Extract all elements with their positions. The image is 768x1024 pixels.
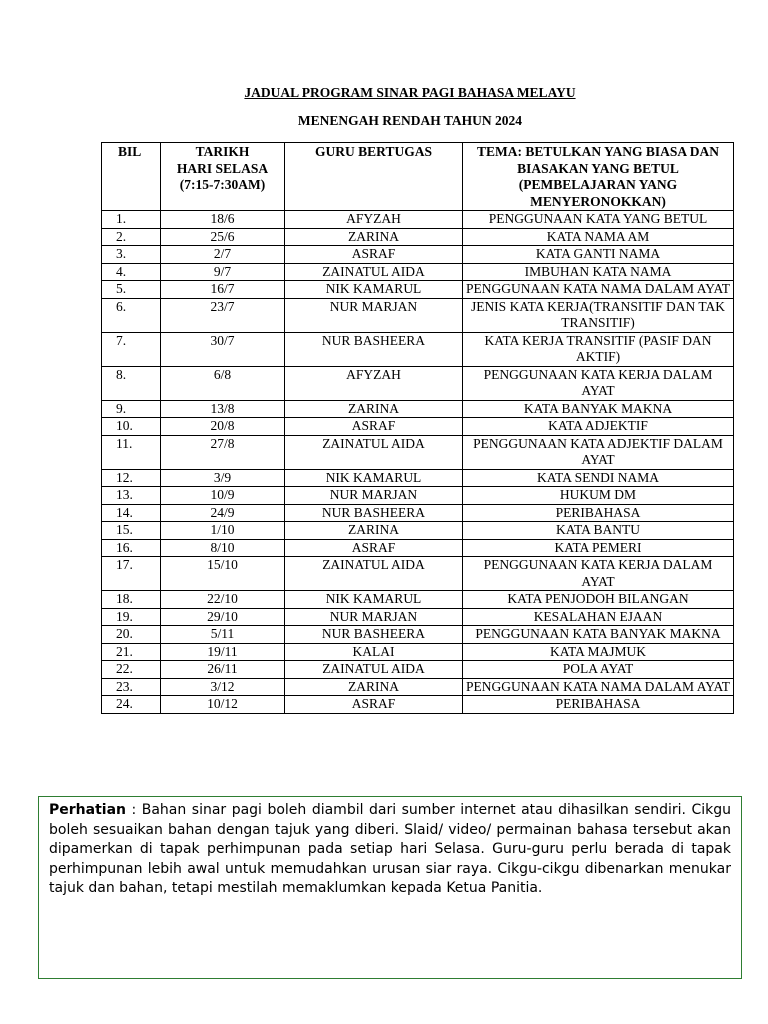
cell-tema: PERIBAHASA [463,696,734,714]
cell-tema: IMBUHAN KATA NAMA [463,263,734,281]
cell-guru: NUR BASHEERA [285,504,463,522]
cell-tarikh: 8/10 [161,539,285,557]
cell-bil: 2. [102,228,161,246]
cell-bil: 16. [102,539,161,557]
table-row [102,626,734,644]
cell-tarikh: 10/12 [161,696,285,714]
cell-guru: NUR BASHEERA [285,626,463,644]
cell-tarikh: 16/7 [161,281,285,299]
cell-tema: PENGGUNAAN KATA ADJEKTIF DALAM AYAT [463,435,734,469]
cell-bil: 12. [102,469,161,487]
table-row [102,400,734,418]
notice-box [38,796,742,979]
cell-guru: KALAI [285,643,463,661]
table-row [102,504,734,522]
cell-tarikh: 5/11 [161,626,285,644]
cell-bil: 1. [102,211,161,229]
cell-bil: 3. [102,246,161,264]
cell-tema: PENGGUNAAN KATA NAMA DALAM AYAT [463,281,734,299]
cell-tarikh: 3/9 [161,469,285,487]
cell-tema: PENGGUNAAN KATA YANG BETUL [463,211,734,229]
cell-guru: NUR BASHEERA [285,332,463,366]
header-bil: BIL [102,143,161,211]
cell-tarikh: 19/11 [161,643,285,661]
cell-guru: NUR MARJAN [285,608,463,626]
cell-bil: 8. [102,366,161,400]
cell-tema: KATA MAJMUK [463,643,734,661]
table-header-row [102,143,734,211]
table-row [102,678,734,696]
cell-bil: 23. [102,678,161,696]
cell-bil: 9. [102,400,161,418]
cell-tarikh: 13/8 [161,400,285,418]
cell-tema: KATA KERJA TRANSITIF (PASIF DAN AKTIF) [463,332,734,366]
cell-tarikh: 27/8 [161,435,285,469]
cell-bil: 5. [102,281,161,299]
cell-guru: ASRAF [285,246,463,264]
cell-tema: KATA SENDI NAMA [463,469,734,487]
cell-guru: AFYZAH [285,211,463,229]
table-row [102,557,734,591]
cell-bil: 20. [102,626,161,644]
cell-guru: ZAINATUL AIDA [285,435,463,469]
cell-bil: 21. [102,643,161,661]
cell-bil: 19. [102,608,161,626]
header-tarikh [161,143,285,211]
cell-guru: ASRAF [285,539,463,557]
table-row [102,246,734,264]
cell-tarikh: 6/8 [161,366,285,400]
cell-tema: KESALAHAN EJAAN [463,608,734,626]
cell-tema: POLA AYAT [463,661,734,679]
cell-guru: ZARINA [285,400,463,418]
table-row [102,211,734,229]
table-row [102,469,734,487]
document-subtitle: MENENGAH RENDAH TAHUN 2024 [297,113,523,128]
table-row [102,435,734,469]
cell-bil: 22. [102,661,161,679]
cell-guru: ASRAF [285,418,463,436]
cell-guru: ZARINA [285,522,463,540]
cell-guru: ZAINATUL AIDA [285,263,463,281]
header-tarikh-text: TARIKH HARI SELASA (7:15-7:30AM) [176,144,269,192]
schedule-rows [102,211,734,714]
cell-tarikh: 9/7 [161,263,285,281]
cell-bil: 7. [102,332,161,366]
cell-tarikh: 22/10 [161,591,285,609]
cell-bil: 6. [102,298,161,332]
notice-text: : Bahan sinar pagi boleh diambil dari sumber internet atau dihasilkan sendiri. Cikgu boleh sesuaikan bahan dengan tajuk yang diberi. Slaid/ video/ permainan bahasa tersebut akan dipamerkan di tapak perhimpunan pada setiap hari Selasa. Guru-guru perlu berada di tapak perhimpunan lebih awal untuk memudahkan urusan siar raya. Cikgu-cikgu dibenarkan menukar tajuk dan bahan, tetapi mestilah memaklumkan kepada Ketua Panitia. [49,802,731,896]
cell-bil: 15. [102,522,161,540]
cell-tarikh: 18/6 [161,211,285,229]
table-row [102,418,734,436]
cell-guru: NIK KAMARUL [285,591,463,609]
cell-bil: 13. [102,487,161,505]
cell-tema: KATA BANTU [463,522,734,540]
cell-guru: NIK KAMARUL [285,469,463,487]
schedule-table [101,142,734,714]
cell-guru: ZARINA [285,678,463,696]
header-guru: GURU BERTUGAS [285,143,463,211]
table-row [102,608,734,626]
cell-guru: AFYZAH [285,366,463,400]
cell-tema: KATA ADJEKTIF [463,418,734,436]
cell-tema: KATA PEMERI [463,539,734,557]
cell-tarikh: 3/12 [161,678,285,696]
table-row [102,591,734,609]
cell-bil: 24. [102,696,161,714]
table-row [102,366,734,400]
cell-tarikh: 23/7 [161,298,285,332]
cell-guru: NIK KAMARUL [285,281,463,299]
cell-tarikh: 15/10 [161,557,285,591]
table-row [102,696,734,714]
cell-tema: PENGGUNAAN KATA BANYAK MAKNA [463,626,734,644]
header-tema: TEMA: BETULKAN YANG BIASA DAN BIASAKAN YANG BETUL (PEMBELAJARAN YANG MENYERONOKKAN) [463,143,734,211]
cell-bil: 11. [102,435,161,469]
cell-bil: 10. [102,418,161,436]
cell-tema: JENIS KATA KERJA(TRANSITIF DAN TAK TRANSITIF) [463,298,734,332]
cell-guru: ZAINATUL AIDA [285,661,463,679]
table-row [102,332,734,366]
cell-tema: PENGGUNAAN KATA KERJA DALAM AYAT [463,366,734,400]
table-row [102,298,734,332]
cell-bil: 4. [102,263,161,281]
table-row [102,522,734,540]
cell-bil: 14. [102,504,161,522]
cell-guru: ASRAF [285,696,463,714]
cell-tema: KATA PENJODOH BILANGAN [463,591,734,609]
cell-tarikh: 25/6 [161,228,285,246]
cell-tema: HUKUM DM [463,487,734,505]
document-title: JADUAL PROGRAM SINAR PAGI BAHASA MELAYU [244,85,576,100]
cell-tarikh: 30/7 [161,332,285,366]
cell-guru: NUR MARJAN [285,487,463,505]
table-row [102,539,734,557]
cell-guru: ZAINATUL AIDA [285,557,463,591]
table-row [102,263,734,281]
cell-tarikh: 10/9 [161,487,285,505]
cell-tarikh: 26/11 [161,661,285,679]
cell-tarikh: 1/10 [161,522,285,540]
cell-tema: PENGGUNAAN KATA KERJA DALAM AYAT [463,557,734,591]
cell-tema: PERIBAHASA [463,504,734,522]
table-row [102,228,734,246]
table-row [102,661,734,679]
cell-bil: 17. [102,557,161,591]
cell-tema: KATA GANTI NAMA [463,246,734,264]
cell-tema: PENGGUNAAN KATA NAMA DALAM AYAT [463,678,734,696]
cell-tema: KATA NAMA AM [463,228,734,246]
cell-bil: 18. [102,591,161,609]
cell-tarikh: 20/8 [161,418,285,436]
cell-guru: ZARINA [285,228,463,246]
cell-tema: KATA BANYAK MAKNA [463,400,734,418]
table-row [102,643,734,661]
cell-tarikh: 2/7 [161,246,285,264]
cell-tarikh: 24/9 [161,504,285,522]
notice-label: Perhatian [49,802,126,818]
table-row [102,487,734,505]
cell-tarikh: 29/10 [161,608,285,626]
cell-guru: NUR MARJAN [285,298,463,332]
table-row [102,281,734,299]
